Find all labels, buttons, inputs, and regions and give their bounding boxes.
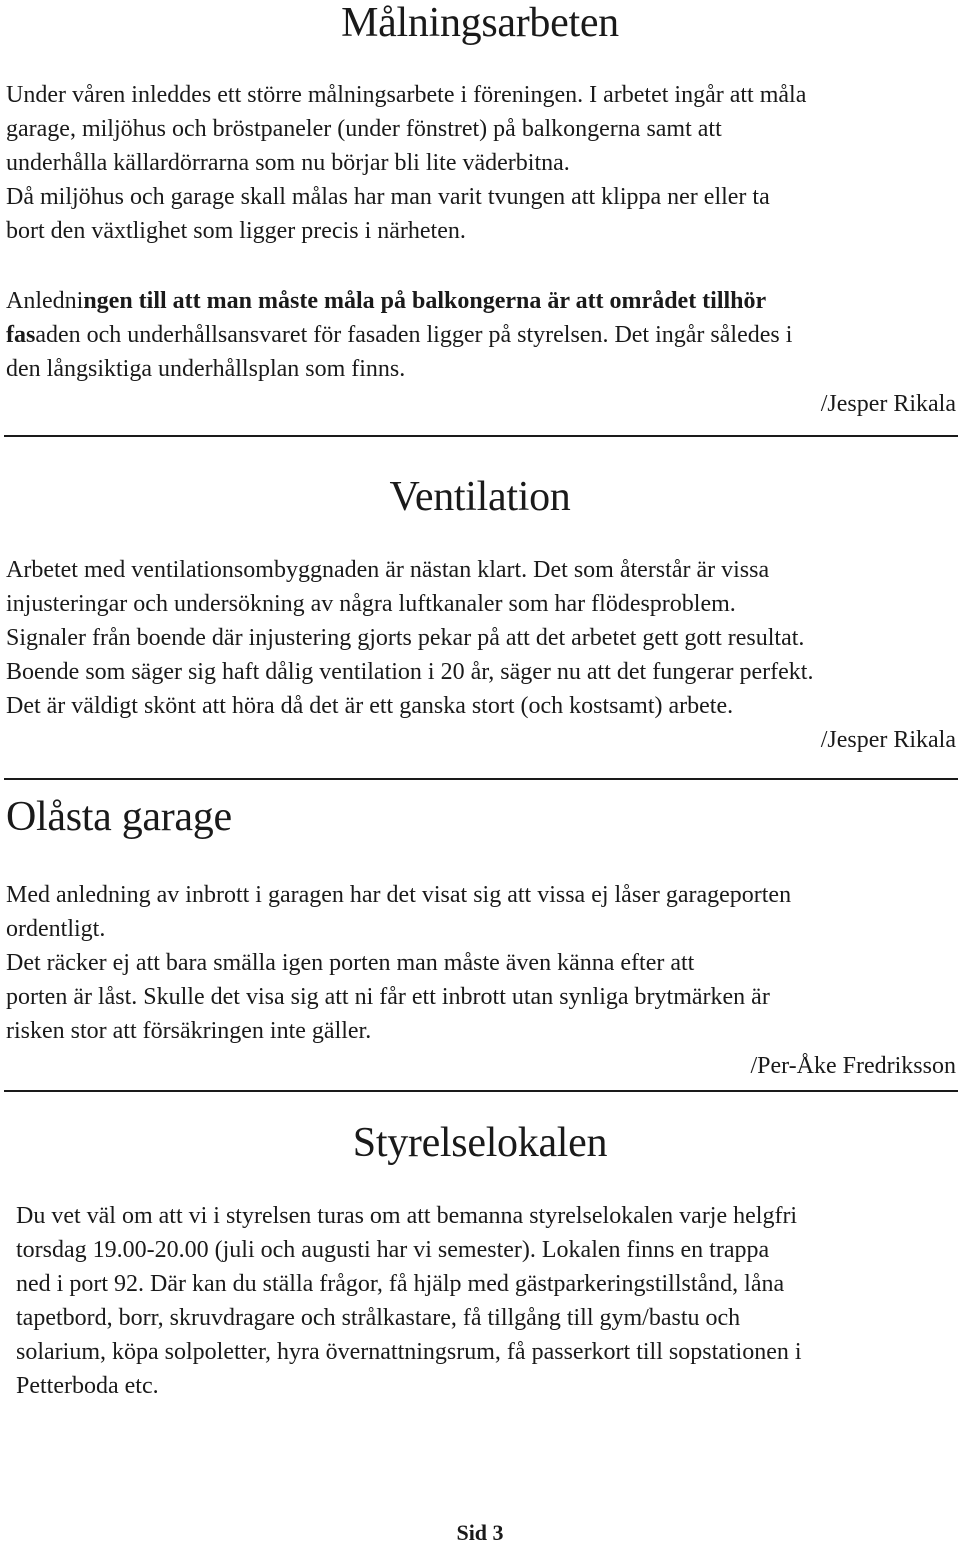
signature-garage: /Per-Åke Fredriksson [750,1053,956,1079]
section-title-ventilation: Ventilation [389,474,571,520]
section-divider [4,778,958,780]
paragraph-styrelselokalen [16,1199,951,1403]
text-line: Det räcker ej att bara smälla igen porten man måste även känna efter att [6,950,695,976]
page-number: Sid 3 [456,1520,504,1545]
text-line: Då miljöhus och garage skall målas har man varit tvungen att klippa ner eller ta [6,184,770,210]
text-line: Signaler från boende där injustering gjorts pekar på att det arbetet gett gott resultat. [6,625,805,651]
signature-malning: /Jesper Rikala [820,391,956,417]
text-line: Petterboda etc. [16,1373,159,1399]
section-title-malningsarbeten: Målningsarbeten [341,0,619,46]
text-line: porten är låst. Skulle det visa sig att ni får ett inbrott utan synliga brytmärken är [6,984,770,1010]
paragraph-garage [6,878,956,1048]
text-line: den långsiktiga underhållsplan som finns. [6,356,406,382]
text-line: ned i port 92. Där kan du ställa frågor, få hjälp med gästparkeringstillstånd, låna [16,1271,785,1297]
text-line: Boende som säger sig haft dålig ventilation i 20 år, säger nu att det fungerar perfekt. [6,659,814,685]
text-line: Under våren inleddes ett större målningsarbete i föreningen. I arbetet ingår att måla [6,82,807,108]
text-run: aden och underhållsansvaret för fasaden ligger på styrelsen. Det ingår således i [35,322,793,348]
text-line: underhålla källardörrarna som nu börjar bli lite väderbitna. [6,150,570,176]
text-line: Med anledning av inbrott i garagen har det visat sig att vissa ej låser garageporten [6,882,792,908]
text-line [6,284,956,318]
section-divider [4,435,958,437]
text-line: risken stor att försäkringen inte gäller. [6,1018,372,1044]
text-line: torsdag 19.00-20.00 (juli och augusti har vi semester). Lokalen finns en trappa [16,1237,770,1263]
text-line: bort den växtlighet som ligger precis i närheten. [6,218,466,244]
bold-text-run: ngen till att man måste måla på balkongerna är att området tillhör [83,288,767,314]
bold-text-run: fas [6,322,36,348]
text-line: injusteringar och undersökning av några luftkanaler som har flödesproblem. [6,591,736,617]
text-run: Anledni [6,288,84,314]
text-line: tapetbord, borr, skruvdragare och strålkastare, få tillgång till gym/bastu och [16,1305,741,1331]
paragraph-malning-2 [6,284,956,386]
section-title-olasta-garage: Olåsta garage [6,794,232,840]
text-line: Du vet väl om att vi i styrelsen turas om att bemanna styrelselokalen varje helgfri [16,1203,798,1229]
text-line: garage, miljöhus och bröstpaneler (under fönstret) på balkongerna samt att [6,116,722,142]
signature-ventilation: /Jesper Rikala [820,727,956,753]
section-title-styrelselokalen: Styrelselokalen [352,1120,608,1166]
section-divider [4,1090,958,1092]
text-line: Det är väldigt skönt att höra då det är ett ganska stort (och kostsamt) arbete. [6,693,734,719]
text-line [6,318,956,352]
paragraph-ventilation [6,553,956,723]
text-line: solarium, köpa solpoletter, hyra övernattningsrum, få passerkort till sopstationen i [16,1339,802,1365]
paragraph-malning-1 [6,78,956,248]
text-line: Arbetet med ventilationsombyggnaden är nästan klart. Det som återstår är vissa [6,557,770,583]
text-line: ordentligt. [6,916,106,942]
